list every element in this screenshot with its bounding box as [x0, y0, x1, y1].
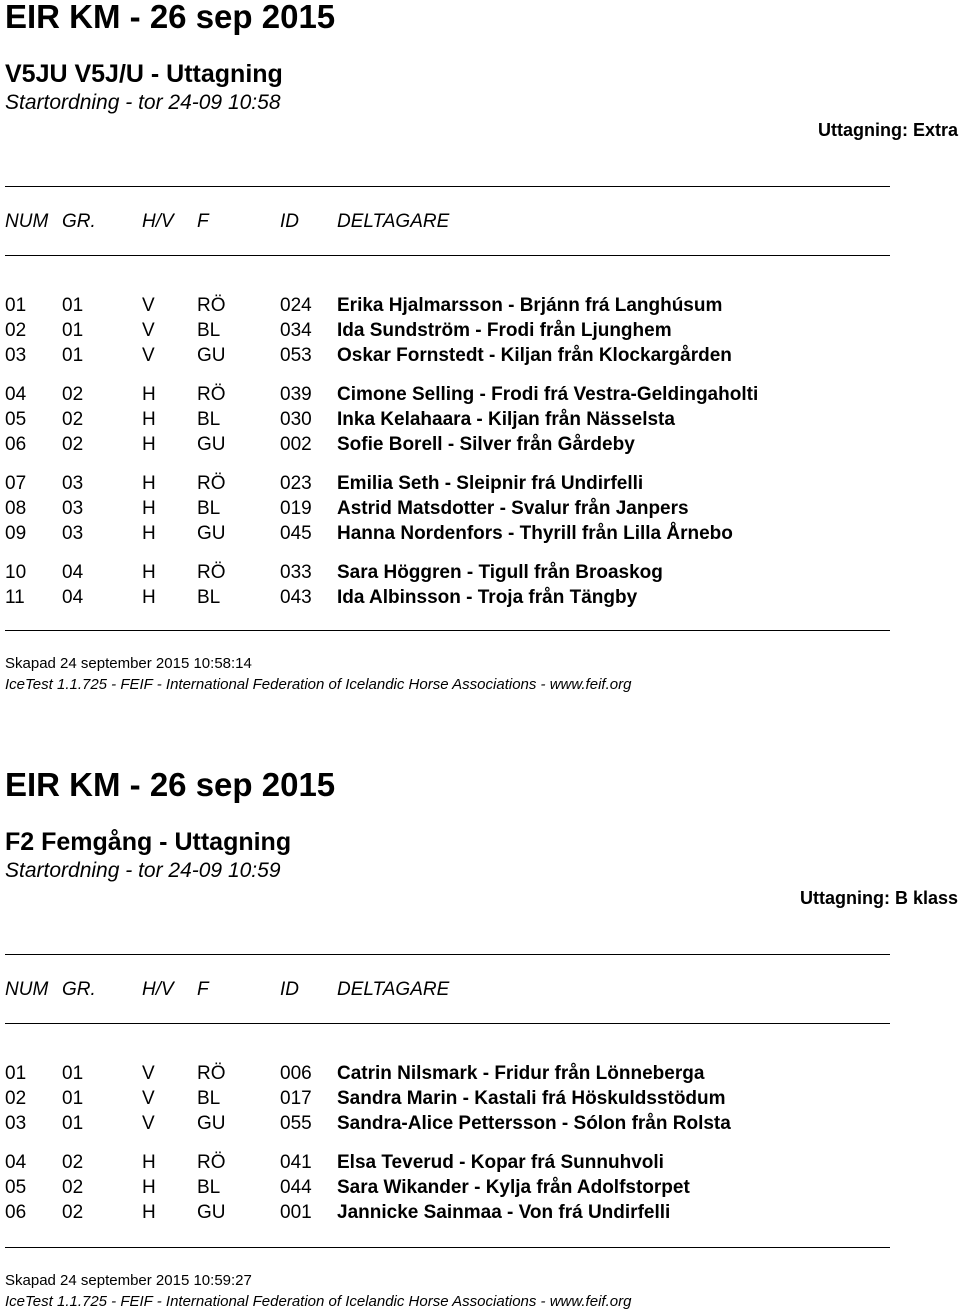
- row-participant: Ida Albinsson - Troja från Tängby: [337, 587, 638, 608]
- row-participant: Sandra-Alice Pettersson - Sólon från Rolsta: [337, 1113, 731, 1134]
- table-row: [0, 1061, 960, 1086]
- row-id: 033: [280, 562, 312, 583]
- row-group: 02: [62, 1202, 84, 1223]
- software-credit: IceTest 1.1.725 - FEIF - International Federation of Icelandic Horse Associations - www.feif.org: [5, 676, 632, 693]
- row-group: 04: [62, 562, 84, 583]
- row-participant: Astrid Matsdotter - Svalur från Janpers: [337, 498, 689, 519]
- table-row: [0, 407, 960, 432]
- row-num: 09: [5, 523, 27, 544]
- row-group: 01: [62, 1113, 84, 1134]
- row-group: 02: [62, 409, 84, 430]
- table-row: [0, 343, 960, 368]
- row-color: RÖ: [197, 1063, 226, 1084]
- row-group: 03: [62, 473, 84, 494]
- row-id: 023: [280, 473, 312, 494]
- row-participant: Sara Wikander - Kylja från Adolfstorpet: [337, 1177, 690, 1198]
- table-row: [0, 432, 960, 457]
- row-hand: H: [142, 384, 156, 405]
- row-group: 01: [62, 320, 84, 341]
- table-row: [0, 471, 960, 496]
- row-participant: Sara Höggren - Tigull från Broaskog: [337, 562, 663, 583]
- row-hand: H: [142, 523, 156, 544]
- row-id: 024: [280, 295, 312, 316]
- column-num: NUM: [5, 211, 49, 232]
- row-participant: Elsa Teverud - Kopar frá Sunnuhvoli: [337, 1152, 664, 1173]
- table-row: [0, 318, 960, 343]
- row-hand: V: [142, 295, 155, 316]
- row-group: 01: [62, 345, 84, 366]
- class-title: V5JU V5J/U - Uttagning: [5, 60, 283, 88]
- table-row: [0, 560, 960, 585]
- row-group: 02: [62, 1177, 84, 1198]
- footer-divider: [5, 630, 890, 631]
- row-hand: V: [142, 1113, 155, 1134]
- row-color: RÖ: [197, 1152, 226, 1173]
- row-group: 01: [62, 1063, 84, 1084]
- divider: [5, 1023, 890, 1024]
- row-num: 03: [5, 345, 27, 366]
- row-hand: H: [142, 409, 156, 430]
- row-participant: Jannicke Sainmaa - Von frá Undirfelli: [337, 1202, 671, 1223]
- row-num: 11: [5, 587, 25, 608]
- row-id: 006: [280, 1063, 312, 1084]
- row-color: GU: [197, 1202, 226, 1223]
- participant-list: [0, 1061, 960, 1225]
- row-num: 02: [5, 320, 27, 341]
- table-row: [0, 521, 960, 546]
- column-participant: DELTAGARE: [337, 211, 450, 232]
- row-hand: H: [142, 562, 156, 583]
- row-participant: Cimone Selling - Frodi frá Vestra-Geldingaholti: [337, 384, 759, 405]
- row-id: 044: [280, 1177, 312, 1198]
- row-hand: H: [142, 473, 156, 494]
- start-order-label: Startordning - tor 24-09 10:59: [5, 859, 281, 882]
- row-id: 039: [280, 384, 312, 405]
- row-participant: Sandra Marin - Kastali frá Höskuldsstödum: [337, 1088, 726, 1109]
- row-num: 03: [5, 1113, 27, 1134]
- row-group: 04: [62, 587, 84, 608]
- row-num: 04: [5, 1152, 27, 1173]
- row-id: 030: [280, 409, 312, 430]
- divider: [5, 954, 890, 955]
- column-group: GR.: [62, 211, 96, 232]
- table-row: [0, 382, 960, 407]
- row-id: 001: [280, 1202, 312, 1223]
- column-color: F: [197, 979, 209, 1000]
- row-id: 041: [280, 1152, 312, 1173]
- column-header: [0, 208, 900, 236]
- row-num: 06: [5, 434, 27, 455]
- row-id: 017: [280, 1088, 312, 1109]
- row-color: RÖ: [197, 473, 226, 494]
- table-row: [0, 1175, 960, 1200]
- row-participant: Oskar Fornstedt - Kiljan från Klockargården: [337, 345, 732, 366]
- row-num: 01: [5, 295, 27, 316]
- row-color: RÖ: [197, 384, 226, 405]
- row-color: GU: [197, 434, 226, 455]
- row-hand: V: [142, 345, 155, 366]
- row-num: 08: [5, 498, 27, 519]
- row-participant: Erika Hjalmarsson - Brjánn frá Langhúsum: [337, 295, 723, 316]
- row-hand: V: [142, 1063, 155, 1084]
- row-color: RÖ: [197, 295, 226, 316]
- row-num: 01: [5, 1063, 27, 1084]
- row-hand: H: [142, 498, 156, 519]
- row-color: GU: [197, 345, 226, 366]
- row-num: 07: [5, 473, 27, 494]
- row-id: 045: [280, 523, 312, 544]
- participant-list: [0, 293, 960, 610]
- row-group: 01: [62, 1088, 84, 1109]
- row-hand: H: [142, 587, 156, 608]
- column-id: ID: [280, 211, 299, 232]
- row-participant: Ida Sundström - Frodi från Ljunghem: [337, 320, 672, 341]
- table-row: [0, 585, 960, 610]
- column-hand: H/V: [142, 979, 174, 1000]
- row-participant: Sofie Borell - Silver från Gårdeby: [337, 434, 635, 455]
- row-group: 02: [62, 384, 84, 405]
- row-id: 034: [280, 320, 312, 341]
- row-num: 05: [5, 409, 27, 430]
- row-participant: Inka Kelahaara - Kiljan från Nässelsta: [337, 409, 675, 430]
- row-color: BL: [197, 409, 221, 430]
- class-title: F2 Femgång - Uttagning: [5, 828, 292, 856]
- selection-label: Uttagning: B klass: [799, 888, 958, 908]
- row-color: RÖ: [197, 562, 226, 583]
- table-row: [0, 1111, 960, 1136]
- row-hand: H: [142, 434, 156, 455]
- column-participant: DELTAGARE: [337, 979, 450, 1000]
- row-num: 05: [5, 1177, 27, 1198]
- row-color: BL: [197, 498, 221, 519]
- table-row: [0, 1150, 960, 1175]
- row-color: GU: [197, 1113, 226, 1134]
- row-hand: H: [142, 1202, 156, 1223]
- row-hand: V: [142, 1088, 155, 1109]
- table-row: [0, 1200, 960, 1225]
- row-group: 02: [62, 434, 84, 455]
- column-color: F: [197, 211, 209, 232]
- row-num: 06: [5, 1202, 27, 1223]
- created-timestamp: Skapad 24 september 2015 10:59:27: [5, 1272, 252, 1289]
- row-hand: V: [142, 320, 155, 341]
- row-participant: Hanna Nordenfors - Thyrill från Lilla Årnebo: [337, 523, 733, 544]
- table-row: [0, 1086, 960, 1111]
- created-timestamp: Skapad 24 september 2015 10:58:14: [5, 655, 252, 672]
- column-group: GR.: [62, 979, 96, 1000]
- row-color: BL: [197, 1088, 221, 1109]
- row-num: 10: [5, 562, 27, 583]
- row-id: 002: [280, 434, 312, 455]
- start-order-label: Startordning - tor 24-09 10:58: [5, 91, 281, 114]
- row-group: 01: [62, 295, 84, 316]
- row-id: 055: [280, 1113, 312, 1134]
- divider: [5, 186, 890, 187]
- row-group: 02: [62, 1152, 84, 1173]
- row-participant: Emilia Seth - Sleipnir frá Undirfelli: [337, 473, 644, 494]
- selection-label: Uttagning: Extra: [817, 120, 958, 140]
- column-id: ID: [280, 979, 299, 1000]
- row-color: BL: [197, 1177, 221, 1198]
- table-row: [0, 496, 960, 521]
- divider: [5, 255, 890, 256]
- row-color: BL: [197, 587, 221, 608]
- row-group: 03: [62, 498, 84, 519]
- footer-divider: [5, 1247, 890, 1248]
- row-group: 03: [62, 523, 84, 544]
- row-color: GU: [197, 523, 226, 544]
- event-title: EIR KM - 26 sep 2015: [5, 766, 336, 803]
- column-hand: H/V: [142, 211, 174, 232]
- row-id: 053: [280, 345, 312, 366]
- software-credit: IceTest 1.1.725 - FEIF - International Federation of Icelandic Horse Associations - www.feif.org: [5, 1293, 632, 1310]
- row-hand: H: [142, 1152, 156, 1173]
- event-title: EIR KM - 26 sep 2015: [5, 0, 336, 35]
- row-participant: Catrin Nilsmark - Fridur från Lönneberga: [337, 1063, 705, 1084]
- row-hand: H: [142, 1177, 156, 1198]
- column-num: NUM: [5, 979, 49, 1000]
- row-id: 043: [280, 587, 312, 608]
- column-header: [0, 976, 900, 1004]
- table-row: [0, 293, 960, 318]
- row-num: 02: [5, 1088, 27, 1109]
- row-num: 04: [5, 384, 27, 405]
- row-color: BL: [197, 320, 221, 341]
- row-id: 019: [280, 498, 312, 519]
